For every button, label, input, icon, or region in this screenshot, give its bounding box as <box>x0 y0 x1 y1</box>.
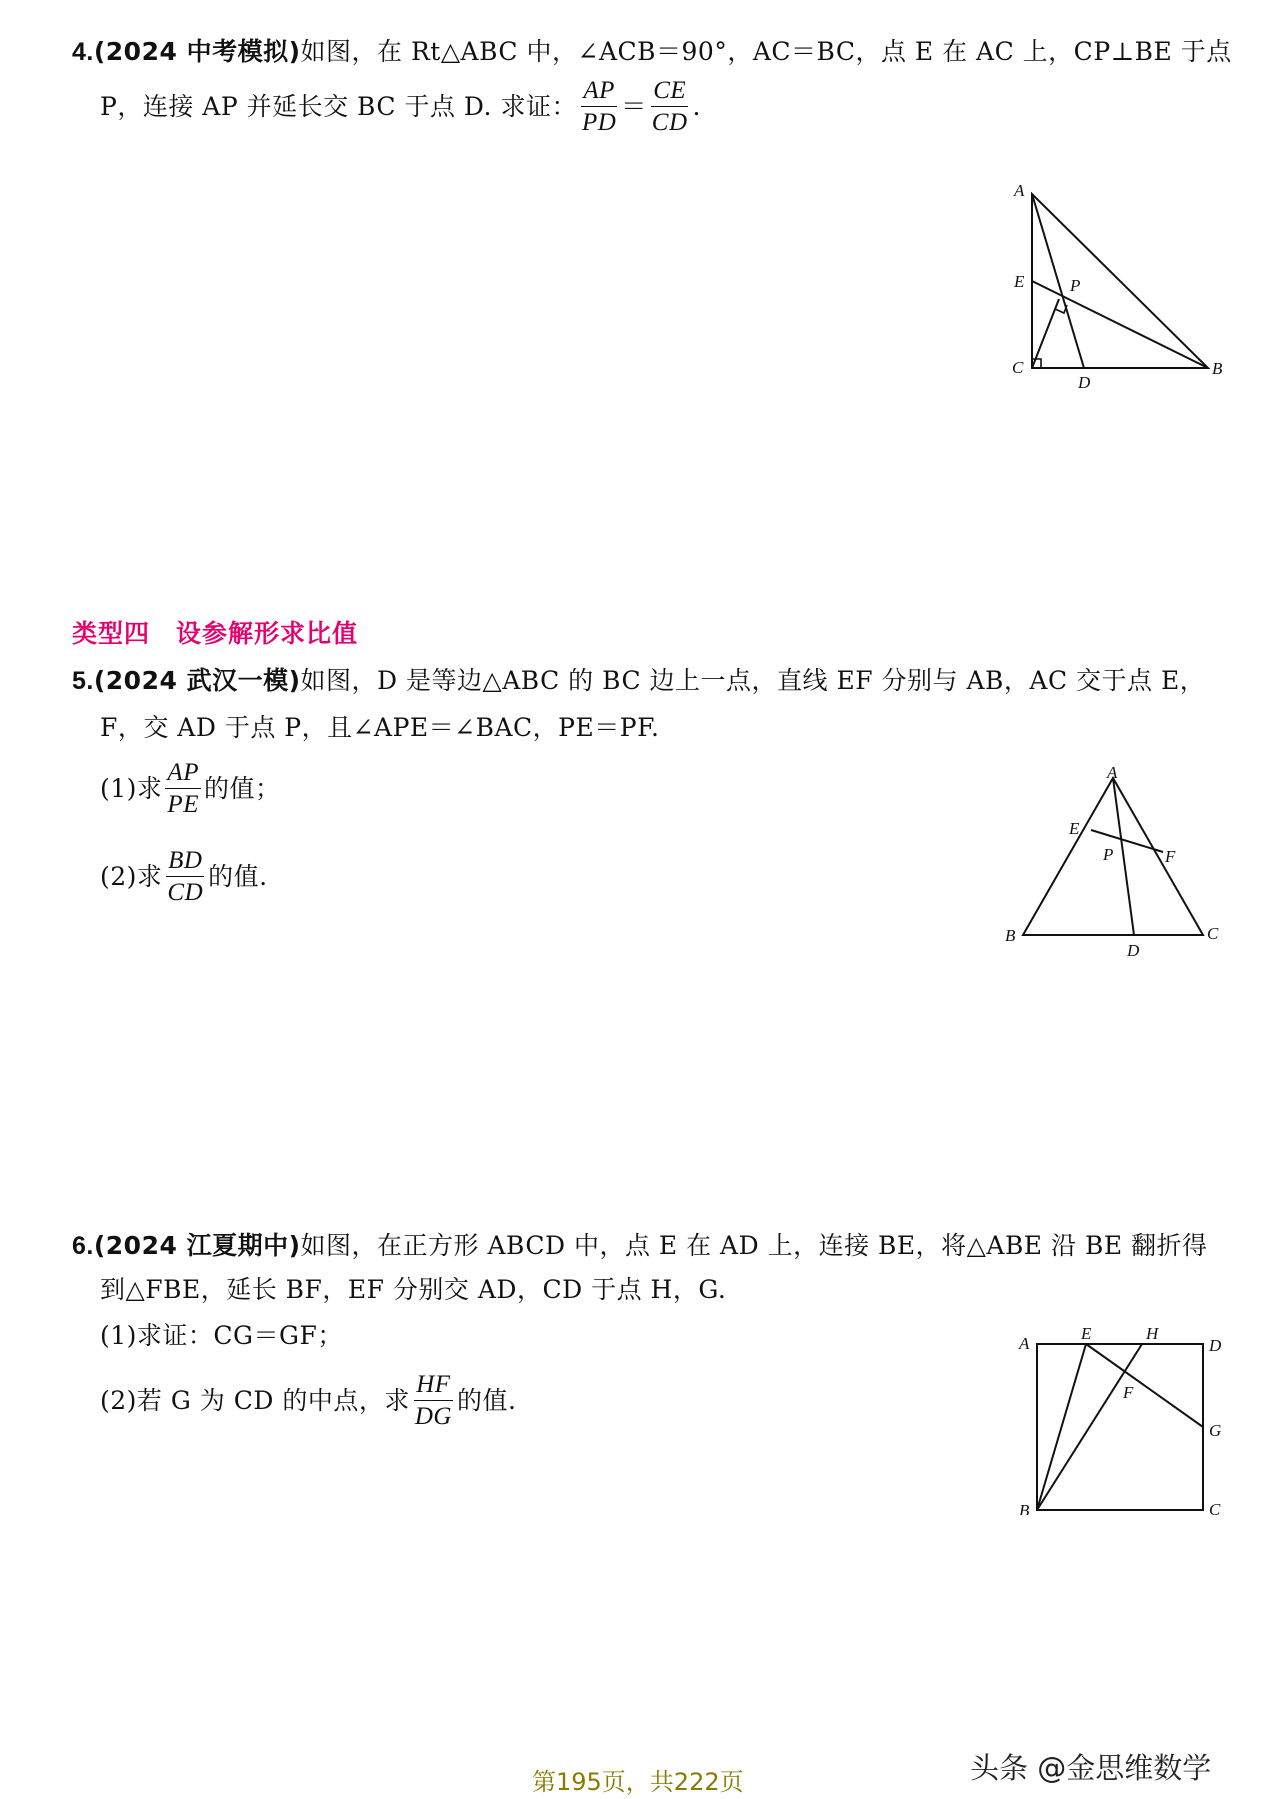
question-prefix: (2)求 <box>100 861 163 891</box>
fraction-denominator: PE <box>167 791 199 818</box>
segment-be <box>1032 281 1208 368</box>
label-e: E <box>1014 272 1025 291</box>
label-p: P <box>1070 276 1081 295</box>
label-b: B <box>1212 359 1223 378</box>
problem-5-number: 5. <box>72 667 94 695</box>
label-p: P <box>1103 845 1114 864</box>
question-suffix: 的值. <box>456 1385 517 1415</box>
problem-4-number: 4. <box>72 38 94 66</box>
label-a: A <box>1019 1334 1030 1353</box>
fraction-ce-cd <box>650 78 690 135</box>
label-c: C <box>1207 924 1219 943</box>
label-c: C <box>1012 358 1024 377</box>
question-suffix: 的值. <box>208 861 268 891</box>
label-b: B <box>1019 1501 1030 1515</box>
problem-6-line-2: 到△FBE，延长 BF，EF 分别交 AD，CD 于点 H，G. <box>100 1275 727 1304</box>
fraction-denominator: CD <box>651 109 688 136</box>
fraction-numerator: AP <box>581 78 617 107</box>
label-a: A <box>1107 763 1118 782</box>
problem-6-number: 6. <box>72 1232 94 1260</box>
problem-4-line-1 <box>72 36 1232 68</box>
problem-5-question-1 <box>100 760 280 817</box>
problem-4-line-2 <box>100 78 701 135</box>
figure-problem-6 <box>1005 1325 1240 1515</box>
problem-6-question-1: (1)求证：CG＝GF； <box>100 1321 343 1350</box>
problem-5-line-2: F，交 AD 于点 P，且∠APE＝∠BAC，PE＝PF. <box>100 713 660 742</box>
problem-4-source: (2024 中考模拟) <box>93 37 301 66</box>
fraction-ap-pe <box>165 760 201 817</box>
fraction-denominator: CD <box>167 879 204 906</box>
problem-5-text-1: 如图，D 是等边△ABC 的 BC 边上一点，直线 EF 分别与 AB，AC 交于点 E， <box>300 666 1206 695</box>
figure-problem-4 <box>1000 180 1240 395</box>
segment-eg <box>1086 1344 1203 1427</box>
problem-5-line-1 <box>72 665 1205 697</box>
fraction-numerator: CE <box>651 78 688 107</box>
question-prefix: (2)若 G 为 CD 的中点，求 <box>100 1385 410 1415</box>
problem-6-source: (2024 江夏期中) <box>93 1231 301 1260</box>
problem-6-text-1: 如图，在正方形 ABCD 中，点 E 在 AD 上，连接 BE，将△ABE 沿 BE 翻折得 <box>300 1231 1208 1260</box>
label-e: E <box>1069 819 1080 838</box>
label-g: G <box>1209 1421 1222 1440</box>
label-e: E <box>1081 1325 1092 1343</box>
problem-6-line-1 <box>72 1230 1208 1262</box>
fraction-numerator: HF <box>414 1372 452 1401</box>
fraction-numerator: AP <box>165 760 201 789</box>
question-prefix: (1)求 <box>100 773 163 803</box>
equals-sign: ＝ <box>621 91 647 121</box>
problem-4-text-1: 如图，在 Rt△ABC 中，∠ACB＝90°，AC＝BC，点 E 在 AC 上，CP⊥BE 于点 <box>300 37 1232 66</box>
problem-5-question-2 <box>100 848 268 905</box>
problem-5-source: (2024 武汉一模) <box>93 666 301 695</box>
figure-problem-5 <box>995 760 1240 970</box>
problem-6-question-2 <box>100 1372 516 1429</box>
label-h: H <box>1146 1325 1159 1343</box>
fraction-denominator: PD <box>581 109 617 136</box>
label-f: F <box>1123 1383 1134 1402</box>
period: . <box>692 91 701 121</box>
label-c: C <box>1209 1500 1221 1515</box>
label-d: D <box>1127 941 1140 960</box>
label-f: F <box>1165 847 1176 866</box>
problem-4-text-2: P，连接 AP 并延长交 BC 于点 D. 求证： <box>100 91 577 121</box>
fraction-numerator: BD <box>166 848 204 877</box>
fraction-ap-pd <box>580 78 618 135</box>
label-b: B <box>1005 926 1016 945</box>
section-title: 类型四 设参解形求比值 <box>72 619 359 648</box>
fraction-denominator: DG <box>414 1403 452 1430</box>
segment-bh <box>1037 1344 1142 1510</box>
label-d: D <box>1209 1336 1222 1355</box>
page-indicator: 第195页，共222页 <box>532 1768 744 1796</box>
segment-ad <box>1113 778 1134 935</box>
question-suffix: 的值； <box>203 773 281 803</box>
label-a: A <box>1014 181 1025 200</box>
fraction-hf-dg <box>413 1372 454 1429</box>
segment-ef <box>1091 830 1163 852</box>
fraction-bd-cd <box>165 848 205 905</box>
watermark: 头条 @金思维数学 <box>970 1751 1212 1785</box>
segment-be <box>1037 1344 1086 1510</box>
label-d: D <box>1078 373 1091 392</box>
